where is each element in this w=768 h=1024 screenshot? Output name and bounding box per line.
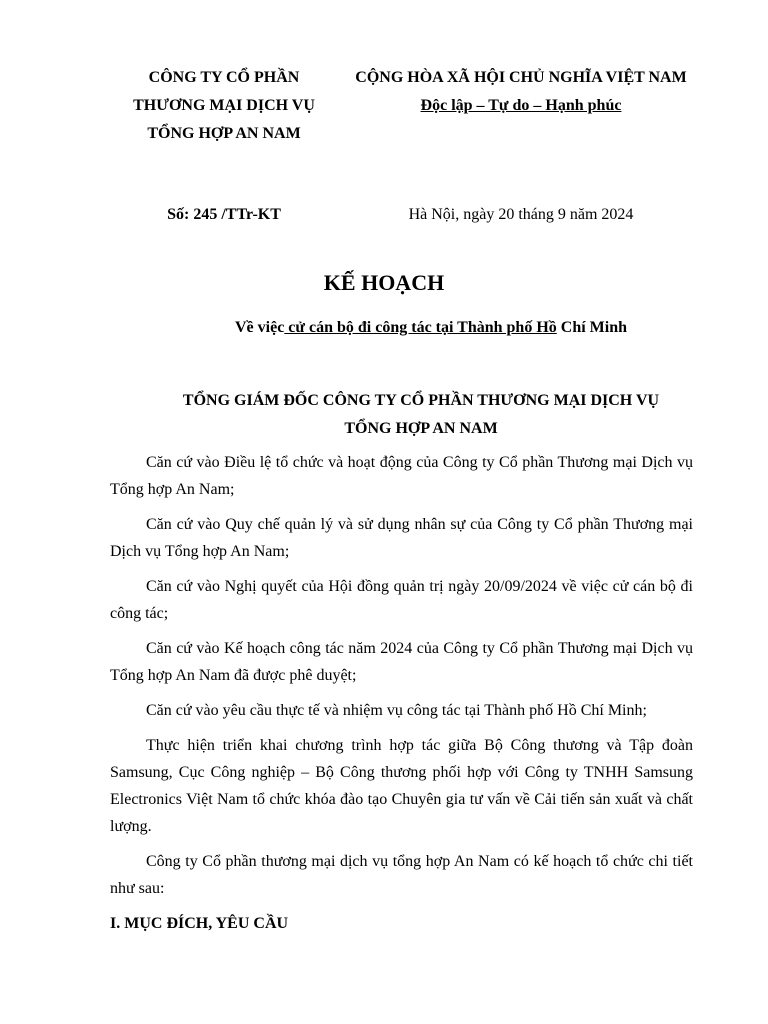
issuing-authority — [110, 387, 692, 443]
authority-line2: TỔNG HỢP AN NAM — [344, 420, 498, 437]
document-body — [110, 449, 693, 945]
body-paragraph: Công ty Cổ phần thương mại dịch vụ tổng hợp An Nam có kế hoạch tổ chức chi tiết như sau: — [110, 853, 693, 897]
document-subject — [110, 314, 692, 342]
national-motto-block — [340, 64, 702, 120]
company-name-line1: CÔNG TY CỔ PHẦN — [148, 69, 300, 86]
body-paragraph: Căn cứ vào Nghị quyết của Hội đồng quản trị ngày 20/09/2024 về việc cử cán bộ đi công tác; — [110, 578, 693, 622]
company-name-line3: TỔNG HỢP AN NAM — [147, 125, 301, 142]
national-title: CỘNG HÒA XÃ HỘI CHỦ NGHĨA VIỆT NAM — [355, 69, 687, 86]
subject-underlined: cử cán bộ đi công tác tại Thành phố Hồ — [284, 319, 557, 336]
authority-line1: TỔNG GIÁM ĐỐC CÔNG TY CỔ PHẦN THƯƠNG MẠI DỊCH VỤ — [182, 392, 660, 409]
body-paragraph: Căn cứ vào Kế hoạch công tác năm 2024 của Công ty Cổ phần Thương mại Dịch vụ Tổng hợp An Nam đã được phê duyệt; — [110, 640, 693, 684]
body-paragraph: Căn cứ vào Điều lệ tổ chức và hoạt động của Công ty Cổ phần Thương mại Dịch vụ Tổng hợp An Nam; — [110, 454, 693, 498]
reference-number: Số: 245 /TTr-KT — [167, 206, 281, 223]
subject-suffix: Chí Minh — [556, 319, 628, 336]
body-paragraph: Thực hiện triển khai chương trình hợp tác giữa Bộ Công thương và Tập đoàn Samsung, Cục Công nghiệp – Bộ Công thương phối hợp với Công ty TNHH Samsung Electronics Việt Nam tổ chức khóa đào tạo Chuyên gia tư vấn về Cải tiến sản xuất và chất lượng. — [110, 737, 693, 835]
subject-prefix: Về việc — [234, 319, 285, 336]
section-heading: I. MỤC ĐÍCH, YÊU CẦU — [110, 915, 289, 932]
company-name-block — [110, 64, 338, 148]
body-paragraph: Căn cứ vào yêu cầu thực tế và nhiệm vụ công tác tại Thành phố Hồ Chí Minh; — [146, 702, 647, 719]
place-date: Hà Nội, ngày 20 tháng 9 năm 2024 — [408, 206, 634, 223]
national-motto: Độc lập – Tự do – Hạnh phúc — [420, 97, 622, 114]
company-name-line2: THƯƠNG MẠI DỊCH VỤ — [133, 97, 315, 114]
document-title: KẾ HOẠCH — [323, 270, 445, 295]
body-paragraph: Căn cứ vào Quy chế quản lý và sử dụng nhân sự của Công ty Cổ phần Thương mại Dịch vụ Tổng hợp An Nam; — [110, 516, 693, 560]
